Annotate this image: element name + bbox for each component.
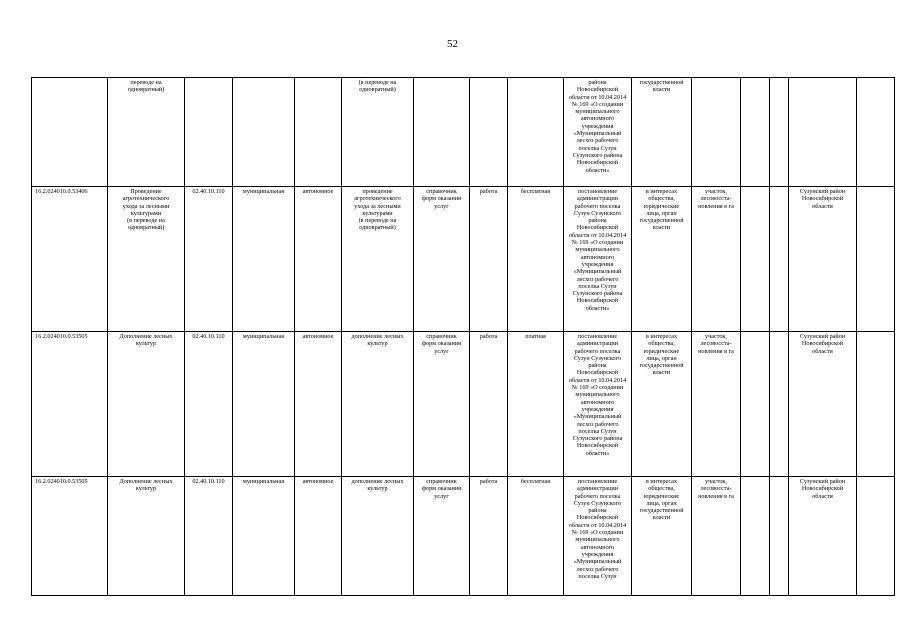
cell-text: справочник форм оказания услуг [422,478,461,500]
cell-type [233,332,295,477]
cell-basis [414,332,470,477]
cell-text: дополнение лесных культур [351,478,404,493]
cell-text: постановление администрации рабочего поселка Сузун Сузунского района Новосибирской области от 10.04.2014 № 169 «О создании муниципального автономного учреждения «Муниципальный лесхоз рабочего поселка Сузун [568,478,627,580]
cell-content [342,78,414,187]
cell-name [108,187,185,332]
cell-text: работа [479,333,498,340]
cell-text: справочник форм оказания услуг [422,333,461,355]
cell-text: Дополнение лесных культур [119,478,173,493]
cell-text: автономное [302,188,334,195]
cell-e3 [857,332,895,477]
cell-text: бесплатная [520,478,551,485]
cell-e3 [857,78,895,187]
cell-e1 [741,477,770,596]
cell-name [108,477,185,596]
cell-text: участок, лесовосста- новления в га [698,333,734,355]
cell-consumers [632,332,692,477]
cell-kind [470,477,508,596]
cell-text: автономное [302,478,334,485]
cell-inst [295,332,342,477]
cell-npa [564,477,632,596]
cell-text: в интересах общества, юридические лица, орган государственной власти [639,333,684,377]
cell-indicator [692,332,741,477]
cell-consumers [632,78,692,187]
table-row [32,477,895,596]
cell-okved [185,332,233,477]
cell-e1 [741,187,770,332]
cell-text: муниципальная [242,333,285,340]
cell-pay [508,78,564,187]
cell-text: Дополнение лесных культур [119,333,173,348]
cell-code [32,477,108,596]
cell-indicator [692,78,741,187]
cell-text: работа [479,478,498,485]
cell-content [342,332,414,477]
cell-text: государственной власти [639,79,684,94]
cell-okved [185,78,233,187]
cell-e2 [770,78,789,187]
cell-type [233,187,295,332]
cell-text: постановление администрации рабочего поселка Сузун Сузунского района Новосибирской области от 10.04.2014 № 169 «О создании муниципального автономного учреждения «Муниципальный лесхоз рабочего поселка Сузун Сузунского района Новосибирской области» [568,188,627,312]
cell-kind [470,332,508,477]
cell-npa [564,332,632,477]
table-row [32,78,895,187]
cell-text: дополнение лесных культур [351,333,404,348]
cell-pay [508,187,564,332]
cell-text: справочник форм оказания услуг [422,188,461,210]
cell-place [789,187,857,332]
cell-basis [414,477,470,596]
cell-e1 [741,78,770,187]
cell-text: проведение агротехнического ухода за лесными культурами (в переводе на одновратный) [354,188,401,232]
cell-e3 [857,477,895,596]
cell-place [789,78,857,187]
services-registry-table [31,77,895,596]
cell-basis [414,187,470,332]
cell-inst [295,78,342,187]
cell-text: Сузунский район Новосибирской области [799,478,846,500]
cell-kind [470,187,508,332]
cell-basis [414,78,470,187]
cell-text: Сузунский район Новосибирской области [799,188,846,210]
cell-text: платная [525,333,546,340]
cell-consumers [632,477,692,596]
cell-type [233,78,295,187]
cell-e2 [770,187,789,332]
cell-okved [185,187,233,332]
cell-text: в интересах общества, юридические лица, орган государственной власти [639,478,684,522]
cell-e2 [770,332,789,477]
cell-text: Сузунский район Новосибирской области [799,333,846,355]
cell-indicator [692,477,741,596]
cell-text: 02.40.10.110 [192,478,225,485]
cell-npa [564,187,632,332]
cell-e3 [857,187,895,332]
cell-name [108,78,185,187]
cell-okved [185,477,233,596]
cell-text: района Новосибирской области от 10.04.2014 № 169 «О создании муниципального автономного учреждения «Муниципальный лесхоз рабочего поселка Сузун Сузунского района Новосибирской области» [568,79,627,174]
cell-place [789,477,857,596]
cell-text: 16.2.024010.0.53505 [35,333,88,340]
cell-kind [470,78,508,187]
cell-e1 [741,332,770,477]
cell-pay [508,332,564,477]
page-number: 52 [447,38,458,50]
cell-text: переводе на одновратный) [127,79,165,94]
cell-text: постановление администрации рабочего поселка Сузун Сузунского района Новосибирской области от 10.04.2014 № 169 «О создании муниципального автономного учреждения «Муниципальный лесхоз рабочего поселка Сузун Сузунского района Новосибирской области» [568,333,627,457]
cell-name [108,332,185,477]
cell-pay [508,477,564,596]
cell-content [342,477,414,596]
table-row [32,187,895,332]
cell-text: участок, лесовосста- новления в га [698,478,734,500]
table-row [32,332,895,477]
cell-text: муниципальная [242,478,285,485]
cell-code [32,78,108,187]
cell-place [789,332,857,477]
cell-text: в интересах общества, юридические лица, орган государственной власти [639,188,684,232]
cell-text: (в переводе на одновратный) [358,79,397,94]
cell-type [233,477,295,596]
cell-e2 [770,477,789,596]
cell-text: муниципальная [242,188,285,195]
cell-text: 02.40.10.110 [192,333,225,340]
cell-indicator [692,187,741,332]
cell-text: автономное [302,333,334,340]
cell-text: Проведение агротехнического ухода за лесными культурами (в переводе на одновратный) [122,188,170,232]
cell-code [32,187,108,332]
cell-text: бесплатная [520,188,551,195]
cell-content [342,187,414,332]
cell-text: участок, лесовосста- новления в га [698,188,734,210]
cell-text: 16.2.024010.0.53505 [35,478,88,485]
cell-code [32,332,108,477]
cell-text: работа [479,188,498,195]
cell-npa [564,78,632,187]
cell-consumers [632,187,692,332]
cell-text: 02.40.10.110 [192,188,225,195]
cell-inst [295,477,342,596]
cell-text: 16.2.024010.0.53406 [35,188,88,195]
cell-inst [295,187,342,332]
